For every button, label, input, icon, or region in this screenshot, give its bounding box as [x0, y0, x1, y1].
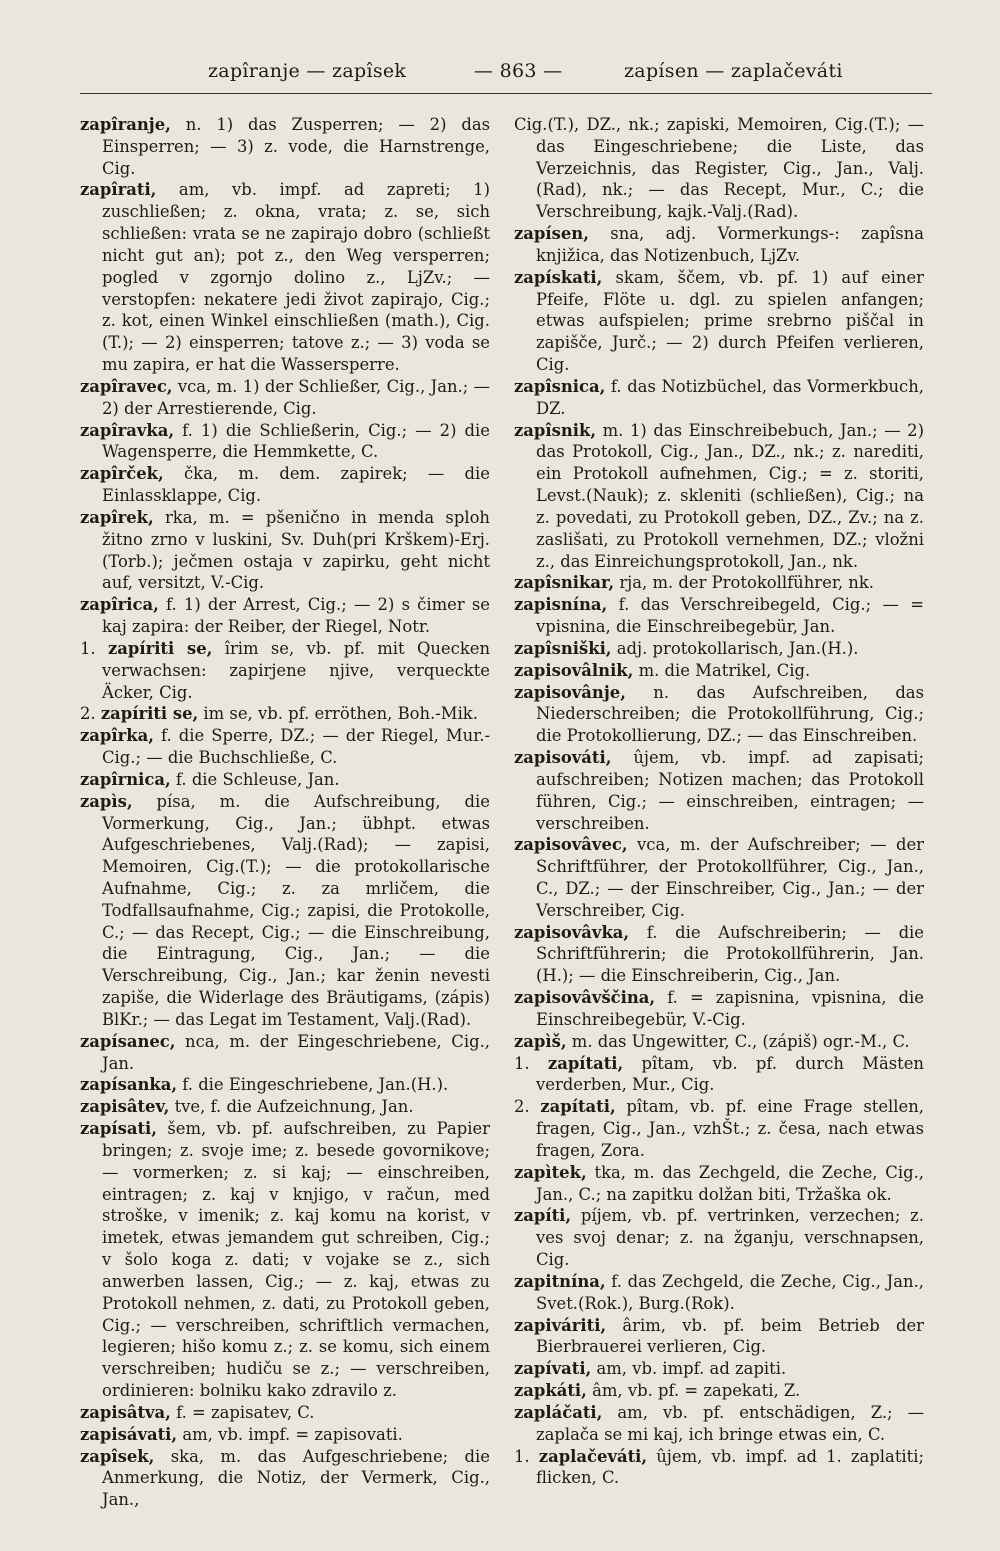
dictionary-entry [514, 114, 924, 223]
entry-definition: tve, f. die Aufzeichnung, Jan. [169, 1097, 414, 1117]
dictionary-entry [514, 1271, 924, 1315]
dictionary-entry [514, 1031, 924, 1053]
dictionary-entry [514, 638, 924, 660]
entry-headword: zapláčati, [514, 1402, 603, 1422]
entry-definition: ska, m. das Aufgeschriebene; die Anmerkung, die Notiz, der Vermerk, Cig., Jan., [102, 1446, 490, 1510]
dictionary-entry [514, 1205, 924, 1270]
entry-headword: zapîsniški, [514, 638, 612, 658]
entry-headword: zapkáti, [514, 1381, 587, 1401]
entry-headword: zapisováti, [514, 748, 612, 768]
entry-headword: zapîsek, [80, 1446, 155, 1466]
header-left-guideword: zapîranje — zapîsek [208, 60, 407, 82]
entry-headword: zapítati, [547, 1053, 624, 1073]
entry-definition: tka, m. das Zechgeld, die Zeche, Cig., Jan., C.; na zapitku dolžan biti, Tržaška ok. [536, 1162, 924, 1204]
entry-headword: zapíriti se, [100, 704, 199, 724]
dictionary-entry [514, 987, 924, 1031]
dictionary-entry [80, 1031, 490, 1075]
entry-headword: zapisovânje, [514, 682, 626, 702]
dictionary-entry [514, 1380, 924, 1402]
dictionary-entry [514, 594, 924, 638]
entry-number: 1. [80, 638, 96, 658]
dictionary-entry [80, 463, 490, 507]
dictionary-entry [80, 769, 490, 791]
dictionary-entry [514, 267, 924, 376]
entry-definition: ûjem, vb. impf. ad zapisati; aufschreiben; Notizen machen; das Protokoll führen, Cig.; — einschreiben, eintragen; — verschreiben. [536, 748, 924, 833]
entry-definition: îrim se, vb. pf. mit Quecken verwachsen: zapirjene njive, verqueckte Äcker, Cig. [102, 638, 491, 702]
entry-headword: zapisovâvščina, [514, 988, 656, 1008]
dictionary-entry [514, 1446, 924, 1490]
right-column [514, 114, 924, 1489]
entry-headword: zapîrati, [80, 180, 157, 200]
entry-headword: zapîrnica, [80, 769, 171, 789]
entry-definition: pîtam, vb. pf. durch Mästen verderben, Mur., Cig. [536, 1053, 924, 1095]
entry-headword: zaplačeváti, [538, 1446, 648, 1466]
entry-definition: am, vb. pf. entschädigen, Z.; — zaplača se mi kaj, ich bringe etwas ein, C. [536, 1402, 924, 1444]
entry-headword: zapîsnikar, [514, 573, 615, 593]
dictionary-entry [514, 922, 924, 987]
entry-definition: f. 1) die Schließerin, Cig.; — 2) die Wagensperre, die Hemmkette, C. [102, 420, 490, 462]
entry-definition: f. = zapisatev, C. [170, 1402, 315, 1422]
entry-headword: zapisâtev, [80, 1097, 170, 1117]
entry-definition: am, vb. impf. = zapisovati. [177, 1424, 403, 1444]
entry-definition: f. = zapisnina, vpisnina, die Einschreibegebür, V.-Cig. [536, 988, 924, 1029]
dictionary-entry [514, 747, 924, 834]
dictionary-entry [514, 682, 924, 747]
entry-headword: zapîrček, [80, 464, 164, 484]
dictionary-entry [80, 1074, 490, 1096]
entry-definition: písa, m. die Aufschreibung, die Vormerkung, Cig., Jan.; übhpt. etwas Aufgeschriebenes, Valj.(Rad); — zapisi, Memoiren, Cig.(T.); — die protokollarische Aufnahme, Cig.; z. za mrličem, die Todfallsaufnahme, Cig.; zapisi, die Protokolle, C.; — das Recept, Cig.; — die Einschreibung, die Eintragung, Cig., Jan.; — die Verschreibung, Cig., Jan.; kar ženin nevesti zapiše, die Widerlage des Bräutigams, (zápis) BlKr.; — das Legat im Testament, Valj.(Rad). [102, 791, 490, 1029]
dictionary-entry [514, 1315, 924, 1359]
entry-headword: zapísanka, [80, 1075, 178, 1095]
dictionary-entry [514, 376, 924, 420]
entry-definition: am, vb. impf. ad zapiti. [591, 1359, 787, 1379]
header-right-guideword: zapísen — zaplačeváti [624, 60, 843, 82]
entry-headword: zapitnína, [514, 1271, 606, 1291]
entry-headword: zapíti, [514, 1206, 572, 1226]
dictionary-entry [514, 660, 924, 682]
entry-headword: zapisovâvec, [514, 835, 628, 855]
dictionary-entry [80, 1096, 490, 1118]
left-column [80, 114, 490, 1511]
dictionary-entry [80, 1118, 490, 1402]
dictionary-entry [514, 1053, 924, 1097]
entry-headword: zapîsnica, [514, 376, 606, 396]
dictionary-entry [514, 1358, 924, 1380]
entry-definition: vca, m. der Aufschreiber; — der Schriftführer, der Protokollführer, Cig., Jan., C., DZ.; — der Einschreiber, Cig., Jan.; — der Verschreiber, Cig. [536, 835, 924, 920]
entry-definition: šem, vb. pf. aufschreiben, zu Papier bringen; z. svoje ime; z. besede govornikove; — vormerken; z. si kaj; — einschreiben, eintragen; z. kaj v knjigo, v račun, med stroške, v imenik; z. kaj komu na korist, v imetek, etwas jemandem gut schreiben, Cig.; v šolo koga z. dati; v vojake se z., sich anwerben lassen, Cig.; — z. kaj, etwas zu Protokoll nehmen, z. dati, zu Protokoll geben, Cig.; — verschreiben, schriftlich vermachen, legieren; hišo komu z.; z. se komu, sich einem verschreiben; hudiču se z.; — verschreiben, ordinieren: bolniku kako zdravilo z. [102, 1119, 490, 1401]
entry-definition: vca, m. 1) der Schließer, Cig., Jan.; — 2) der Arrestierende, Cig. [102, 376, 490, 418]
dictionary-entry [80, 1446, 490, 1511]
page-header [80, 58, 930, 88]
dictionary-entry [514, 572, 924, 594]
entry-headword: zapîrek, [80, 507, 154, 527]
entry-headword: zapiváriti, [514, 1315, 607, 1335]
entry-definition: ârim, vb. pf. beim Betrieb der Bierbrauerei verlieren, Cig. [536, 1315, 924, 1357]
entry-definition: am, vb. impf. ad zapreti; 1) zuschließen; z. okna, vrata; z. se, sich schließen: vrata se ne zapirajo dobro (schließt nicht gut an); pot z., den Weg versperren; pogled v zgornjo dolino z., LjZv.; — verstopfen: nekatere jedi život zapirajo, Cig.; z. kot, einen Winkel einschließen (math.), Cig.(T.); — 2) einsperren; tatove z.; — 3) voda se mu zapira, er hat die Wassersperre. [102, 180, 490, 375]
entry-definition: f. das Verschreibegeld, Cig.; — = vpisnina, die Einschreibegebür, Jan. [536, 595, 924, 637]
entry-definition: f. das Notizbüchel, das Vormerkbuch, DZ. [536, 376, 924, 418]
dictionary-entry [80, 179, 490, 375]
entry-definition: f. das Zechgeld, die Zeche, Cig., Jan., Svet.(Rok.), Burg.(Rok). [536, 1271, 924, 1313]
dictionary-entry [80, 1402, 490, 1424]
entry-headword: zapisávati, [80, 1424, 178, 1444]
dictionary-entry [514, 1162, 924, 1206]
entry-headword: zapîravka, [80, 420, 175, 440]
entry-definition: m. die Matrikel, Cig. [633, 660, 811, 680]
entry-headword: zapisnína, [514, 595, 608, 615]
entry-headword: zapisovâlnik, [514, 660, 634, 680]
dictionary-entry [80, 594, 490, 638]
entry-definition: n. 1) das Zusperren; — 2) das Einsperren; — 3) z. vode, die Harnstrenge, Cig. [102, 115, 490, 178]
entry-headword: zapisovâvka, [514, 922, 630, 942]
entry-definition: rka, m. = pšenično in menda sploh žitno zrno v luskini, Sv. Duh(pri Krškem)-Erj.(Torb.); ječmen ostaja v zapirku, geht nicht auf, versitzt, V.-Cig. [102, 507, 490, 593]
entry-headword: zapítati, [540, 1097, 616, 1117]
entry-headword: zapíriti se, [107, 638, 213, 658]
dictionary-entry [80, 703, 490, 725]
entry-headword: zapîrica, [80, 595, 159, 615]
entry-headword: zapìtek, [514, 1162, 587, 1182]
entry-headword: zapískati, [514, 267, 603, 287]
dictionary-entry [80, 725, 490, 769]
entry-definition: im se, vb. pf. erröthen, Boh.-Mik. [198, 704, 478, 724]
entry-definition: Cig.(T.), DZ., nk.; zapiski, Memoiren, Cig.(T.); — das Eingeschriebene; die Liste, das Verzeichnis, das Register, Cig., Jan., Valj.(Rad), nk.; — das Recept, Mur., C.; die Verschreibung, kajk.-Valj.(Rad). [514, 115, 924, 222]
dictionary-entry [80, 791, 490, 1031]
entry-headword: zapìs, [80, 791, 133, 811]
entry-headword: zapisâtva, [80, 1402, 171, 1422]
dictionary-entry [514, 223, 924, 267]
entry-definition: âm, vb. pf. = zapekati, Z. [586, 1381, 801, 1401]
entry-definition: sna, adj. Vormerkungs-: zapîsna knjižica, das Notizenbuch, LjZv. [536, 224, 924, 265]
entry-headword: zapísanec, [80, 1031, 176, 1051]
entry-definition: čka, m. dem. zapirek; — die Einlassklappe, Cig. [102, 464, 490, 506]
entry-headword: zapìš, [514, 1031, 567, 1051]
entry-number: 2. [80, 704, 96, 724]
entry-definition: f. die Sperre, DZ.; — der Riegel, Mur.-Cig.; — die Buchschließe, C. [102, 726, 490, 768]
dictionary-entry [514, 420, 924, 573]
entry-headword: zapívati, [514, 1359, 592, 1379]
entry-definition: rja, m. der Protokollführer, nk. [614, 573, 874, 593]
entry-definition: nca, m. der Eingeschriebene, Cig., Jan. [102, 1031, 490, 1073]
entry-definition: f. die Eingeschriebene, Jan.(H.). [177, 1075, 449, 1095]
entry-headword: zapísen, [514, 224, 589, 244]
entry-headword: zapísati, [80, 1119, 157, 1139]
entry-definition: f. die Schleuse, Jan. [170, 769, 340, 789]
dictionary-entry [80, 114, 490, 179]
entry-definition: ûjem, vb. impf. ad 1. zaplatiti; flicken, C. [536, 1446, 924, 1488]
entry-number: 2. [514, 1097, 530, 1117]
entry-definition: m. das Ungewitter, C., (zápiš) ogr.-M., C. [566, 1031, 910, 1051]
dictionary-entry [514, 1096, 924, 1161]
entry-headword: zapîravec, [80, 376, 173, 396]
dictionary-entry [514, 834, 924, 921]
entry-definition: skam, ščem, vb. pf. 1) auf einer Pfeife, Flöte u. dgl. zu spielen anfangen; etwas aufspielen; prime srebrno piščal in zapišče, Jurč.; — 2) durch Pfeifen verlieren, Cig. [536, 267, 924, 375]
entry-definition: f. 1) der Arrest, Cig.; — 2) s čimer se kaj zapira: der Reiber, der Riegel, Notr. [102, 595, 490, 637]
entry-definition: píjem, vb. pf. vertrinken, verzechen; z. ves svoj denar; z. na žganju, verschnapsen, Cig. [536, 1206, 924, 1270]
page-number: — 863 — [474, 60, 563, 82]
entry-headword: zapîranje, [80, 115, 171, 134]
header-rule [80, 93, 932, 94]
dictionary-entry [514, 1402, 924, 1446]
dictionary-entry [80, 1424, 490, 1446]
entry-headword: zapîsnik, [514, 420, 597, 440]
entry-definition: pîtam, vb. pf. eine Frage stellen, fragen, Cig., Jan., vzhŠt.; z. česa, nach etwas fragen, Zora. [536, 1097, 924, 1160]
entry-definition: adj. protokollarisch, Jan.(H.). [611, 638, 859, 658]
entry-definition: m. 1) das Einschreibebuch, Jan.; — 2) das Protokoll, Cig., Jan., DZ., nk.; z. narediti, ein Protokoll aufnehmen, Cig.; = z. storiti, Levst.(Nauk); z. skleniti (schließen), Cig.; na z. povedati, zu Protokoll geben, DZ., Zv.; na z. zaslišati, zu Protokoll vernehmen, DZ.; vložni z., das Einreichungsprotokoll, Jan., nk. [536, 420, 924, 571]
entry-number: 1. [514, 1446, 530, 1466]
dictionary-entry [80, 420, 490, 464]
dictionary-entry [80, 507, 490, 594]
entry-definition: n. das Aufschreiben, das Niederschreiben; die Protokollführung, Cig.; die Protokollierung, DZ.; — das Einschreiben. [536, 682, 924, 746]
dictionary-entry [80, 376, 490, 420]
entry-number: 1. [514, 1053, 530, 1073]
entry-definition: f. die Aufschreiberin; — die Schriftführerin; die Protokollführerin, Jan.(H.); — die Einschreiberin, Cig., Jan. [536, 922, 924, 986]
dictionary-entry [80, 638, 490, 703]
entry-headword: zapîrka, [80, 726, 154, 746]
